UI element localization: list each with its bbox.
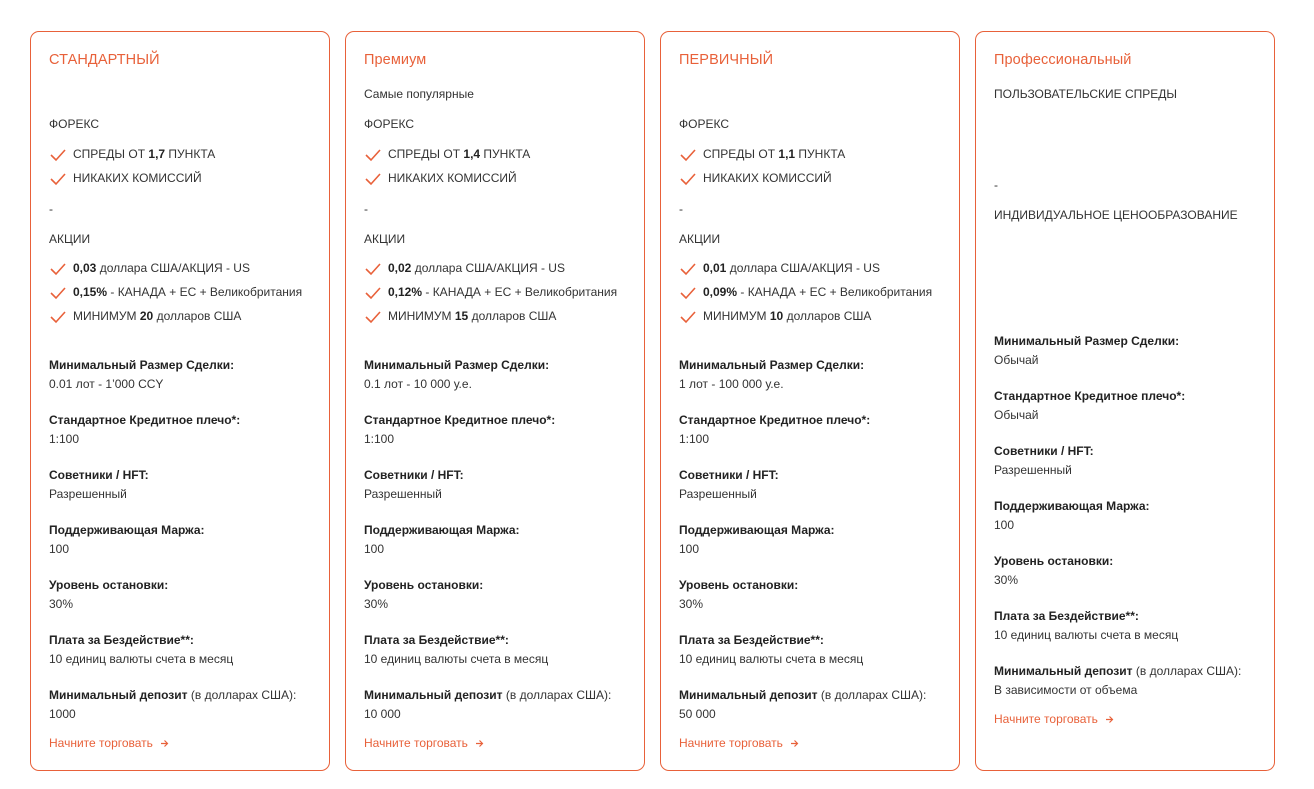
arrow-right-icon xyxy=(790,739,799,748)
leverage-value: 1:100 xyxy=(679,432,710,446)
advisors-value: Разрешенный xyxy=(49,487,127,501)
plan-title: ПЕРВИЧНЫЙ xyxy=(679,52,774,68)
arrow-right-icon xyxy=(160,739,169,748)
leverage-label: Стандартное Кредитное плечо*: xyxy=(49,413,241,427)
leverage-value: 1:100 xyxy=(49,432,80,446)
leverage-label: Стандартное Кредитное плечо*: xyxy=(364,413,556,427)
stop-level-label: Уровень остановки: xyxy=(49,578,169,592)
check-icon xyxy=(49,310,67,324)
plan-card-premium xyxy=(345,31,645,771)
check-icon xyxy=(679,172,697,186)
stocks-item: 0,12% - КАНАДА + ЕС + Великобритания xyxy=(364,285,632,300)
check-icon xyxy=(49,262,67,276)
min-trade-label: Минимальный Размер Сделки: xyxy=(679,358,865,372)
stop-level-value: 30% xyxy=(364,597,389,611)
check-icon xyxy=(49,286,67,300)
start-trading-link[interactable]: Начните торговать xyxy=(994,712,1262,726)
stop-level-label: Уровень остановки: xyxy=(679,578,799,592)
min-deposit-label: Минимальный депозит (в долларах США): xyxy=(679,688,927,702)
stocks-item: 0,03 доллара США/АКЦИЯ - US xyxy=(49,261,317,276)
min-deposit-label: Минимальный депозит (в долларах США): xyxy=(994,664,1242,678)
margin-label: Поддерживающая Маржа: xyxy=(49,523,205,537)
stop-level-label: Уровень остановки: xyxy=(994,554,1114,568)
inactivity-fee-label: Плата за Бездействие**: xyxy=(994,609,1139,623)
pricing-note: ИНДИВИДУАЛЬНОЕ ЦЕНООБРАЗОВАНИЕ xyxy=(994,208,1238,222)
check-icon xyxy=(364,172,382,186)
leverage-value: 1:100 xyxy=(364,432,395,446)
plan-title: Премиум xyxy=(364,52,427,68)
min-deposit-value: 50 000 xyxy=(679,707,716,721)
leverage-value: Обычай xyxy=(994,408,1039,422)
leverage-label: Стандартное Кредитное плечо*: xyxy=(679,413,871,427)
min-trade-value: 0.01 лот - 1’000 CCY xyxy=(49,377,164,391)
min-trade-label: Минимальный Размер Сделки: xyxy=(49,358,235,372)
margin-value: 100 xyxy=(364,542,385,556)
plan-card-professional xyxy=(975,31,1275,771)
advisors-label: Советники / HFT: xyxy=(364,468,464,482)
inactivity-fee-value: 10 единиц валюты счета в месяц xyxy=(49,652,234,666)
check-icon xyxy=(364,310,382,324)
check-icon xyxy=(679,262,697,276)
inactivity-fee-label: Плата за Бездействие**: xyxy=(364,633,509,647)
plan-card-primary xyxy=(660,31,960,771)
forex-item: НИКАКИХ КОМИССИЙ xyxy=(679,171,947,186)
stop-level-value: 30% xyxy=(49,597,74,611)
inactivity-fee-value: 10 единиц валюты счета в месяц xyxy=(994,628,1179,642)
margin-value: 100 xyxy=(679,542,700,556)
inactivity-fee-value: 10 единиц валюты счета в месяц xyxy=(679,652,864,666)
stocks-item: МИНИМУМ 20 долларов США xyxy=(49,309,317,324)
inactivity-fee-label: Плата за Бездействие**: xyxy=(679,633,824,647)
start-trading-link[interactable]: Начните торговать xyxy=(679,736,947,750)
margin-label: Поддерживающая Маржа: xyxy=(994,499,1150,513)
advisors-label: Советники / HFT: xyxy=(49,468,149,482)
check-icon xyxy=(679,310,697,324)
forex-label: ФОРЕКС xyxy=(679,117,729,131)
stop-level-label: Уровень остановки: xyxy=(364,578,484,592)
check-icon xyxy=(364,148,382,162)
plan-subtitle: Самые популярные xyxy=(364,87,474,101)
plan-subtitle: ПОЛЬЗОВАТЕЛЬСКИЕ СПРЕДЫ xyxy=(994,87,1178,101)
min-deposit-label: Минимальный депозит (в долларах США): xyxy=(364,688,612,702)
check-icon xyxy=(679,148,697,162)
stop-level-value: 30% xyxy=(679,597,704,611)
arrow-right-icon xyxy=(475,739,484,748)
inactivity-fee-value: 10 единиц валюты счета в месяц xyxy=(364,652,549,666)
margin-value: 100 xyxy=(49,542,70,556)
stocks-item: 0,15% - КАНАДА + ЕС + Великобритания xyxy=(49,285,317,300)
stocks-label: АКЦИИ xyxy=(49,232,91,246)
advisors-value: Разрешенный xyxy=(994,463,1072,477)
min-trade-value: 0.1 лот - 10 000 у.е. xyxy=(364,377,472,391)
check-icon xyxy=(364,286,382,300)
stocks-item: 0,01 доллара США/АКЦИЯ - US xyxy=(679,261,947,276)
min-deposit-label: Минимальный депозит (в долларах США): xyxy=(49,688,297,702)
stocks-item: МИНИМУМ 10 долларов США xyxy=(679,309,947,324)
stocks-label: АКЦИИ xyxy=(679,232,721,246)
stocks-label: АКЦИИ xyxy=(364,232,406,246)
plan-card-standard xyxy=(30,31,330,771)
forex-item: НИКАКИХ КОМИССИЙ xyxy=(49,171,317,186)
check-icon xyxy=(49,172,67,186)
forex-label: ФОРЕКС xyxy=(49,117,99,131)
stocks-item: МИНИМУМ 15 долларов США xyxy=(364,309,632,324)
leverage-label: Стандартное Кредитное плечо*: xyxy=(994,389,1186,403)
min-deposit-value: 10 000 xyxy=(364,707,401,721)
advisors-value: Разрешенный xyxy=(679,487,757,501)
forex-item: НИКАКИХ КОМИССИЙ xyxy=(364,171,632,186)
min-trade-value: Обычай xyxy=(994,353,1039,367)
stop-level-value: 30% xyxy=(994,573,1019,587)
check-icon xyxy=(364,262,382,276)
check-icon xyxy=(679,286,697,300)
min-deposit-value: В зависимости от объема xyxy=(994,683,1138,697)
check-icon xyxy=(49,148,67,162)
separator: - xyxy=(49,202,53,216)
forex-item: СПРЕДЫ ОТ 1,7 ПУНКТА xyxy=(49,147,317,162)
separator: - xyxy=(364,202,368,216)
forex-item: СПРЕДЫ ОТ 1,1 ПУНКТА xyxy=(679,147,947,162)
stocks-item: 0,09% - КАНАДА + ЕС + Великобритания xyxy=(679,285,947,300)
forex-item: СПРЕДЫ ОТ 1,4 ПУНКТА xyxy=(364,147,632,162)
plan-title: Профессиональный xyxy=(994,52,1132,68)
plan-title: СТАНДАРТНЫЙ xyxy=(49,52,160,68)
arrow-right-icon xyxy=(1105,715,1114,724)
advisors-label: Советники / HFT: xyxy=(994,444,1094,458)
margin-label: Поддерживающая Маржа: xyxy=(679,523,835,537)
inactivity-fee-label: Плата за Бездействие**: xyxy=(49,633,194,647)
advisors-value: Разрешенный xyxy=(364,487,442,501)
min-trade-value: 1 лот - 100 000 у.е. xyxy=(679,377,784,391)
separator: - xyxy=(679,202,683,216)
min-trade-label: Минимальный Размер Сделки: xyxy=(364,358,550,372)
forex-label: ФОРЕКС xyxy=(364,117,414,131)
margin-label: Поддерживающая Маржа: xyxy=(364,523,520,537)
start-trading-link[interactable]: Начните торговать xyxy=(364,736,632,750)
start-trading-link[interactable]: Начните торговать xyxy=(49,736,317,750)
advisors-label: Советники / HFT: xyxy=(679,468,779,482)
stocks-item: 0,02 доллара США/АКЦИЯ - US xyxy=(364,261,632,276)
margin-value: 100 xyxy=(994,518,1015,532)
min-deposit-value: 1000 xyxy=(49,707,76,721)
min-trade-label: Минимальный Размер Сделки: xyxy=(994,334,1180,348)
separator: - xyxy=(994,178,998,192)
